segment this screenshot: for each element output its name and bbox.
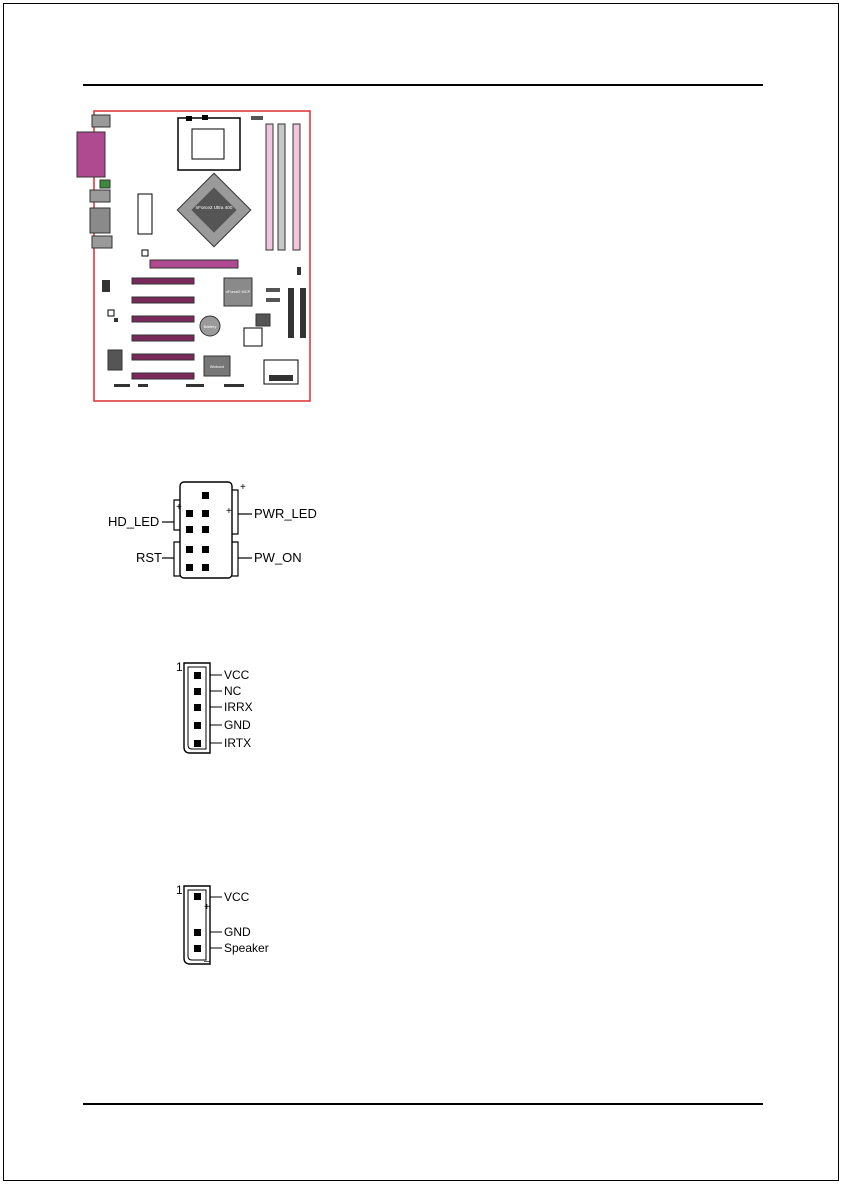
dimm-slot-2 xyxy=(278,124,285,250)
pin-3 xyxy=(202,510,209,517)
hd-led-plus: + xyxy=(176,502,182,513)
pin-9 xyxy=(202,564,209,571)
lan-chip xyxy=(256,314,270,326)
io-audio xyxy=(92,236,112,248)
ir-pin1-label: 1 xyxy=(176,660,183,674)
sata-connector-2 xyxy=(266,298,280,302)
io-ps2 xyxy=(92,115,110,127)
cpu-socket-core xyxy=(192,129,224,159)
hd-led-label: HD_LED xyxy=(108,514,160,529)
pin-4 xyxy=(186,526,193,533)
speaker-header-diagram xyxy=(170,880,290,968)
speaker-minus: – xyxy=(204,956,210,967)
io-usb xyxy=(90,190,110,202)
pwr-led-plus: + xyxy=(240,482,246,493)
motherboard-svg xyxy=(74,110,314,404)
pw-on-bracket xyxy=(232,542,238,576)
ir-label-irtx: IRTX xyxy=(224,736,252,750)
southbridge-label: nForce2 MCP xyxy=(225,289,251,294)
motherboard-figure xyxy=(74,110,314,404)
ir-pin-5 xyxy=(194,740,201,747)
misc-header-5 xyxy=(297,267,301,275)
misc-header-3 xyxy=(114,318,118,322)
pwr-led-bracket xyxy=(232,490,238,534)
pin-1 xyxy=(202,492,209,499)
bottom-header-1 xyxy=(114,384,130,387)
speaker-plus: + xyxy=(204,902,210,913)
pin-7 xyxy=(202,546,209,553)
pin-5 xyxy=(202,526,209,533)
misc-header-4 xyxy=(142,250,148,256)
misc-header-1 xyxy=(102,280,110,292)
bottom-header-4 xyxy=(224,384,244,387)
battery-label: Battery xyxy=(203,324,217,329)
atx-power xyxy=(138,194,152,234)
pci-slot-3 xyxy=(132,316,194,322)
rst-label: RST xyxy=(136,550,162,565)
ir-label-nc: NC xyxy=(224,684,242,698)
speaker-pin-1 xyxy=(194,893,201,900)
ir-pin-3 xyxy=(194,704,201,711)
io-serial xyxy=(100,180,110,188)
rst-bracket xyxy=(174,542,180,576)
floppy-connector xyxy=(269,375,293,381)
io-parallel-port xyxy=(77,132,105,177)
ide-connector-2 xyxy=(300,288,306,338)
pci-slot-5 xyxy=(132,354,194,360)
pin-2 xyxy=(186,510,193,517)
bottom-header-2 xyxy=(138,384,148,387)
ir-label-irrx: IRRX xyxy=(224,700,253,714)
sata-connector-1 xyxy=(266,288,280,292)
ir-pin-2 xyxy=(194,688,201,695)
speaker-label-gnd: GND xyxy=(224,925,251,939)
ir-pin-4 xyxy=(194,722,201,729)
agp-slot xyxy=(150,260,238,268)
bottom-header-3 xyxy=(186,384,204,387)
jumper-top xyxy=(251,116,263,120)
cpu-lever xyxy=(186,116,192,121)
ir-label-gnd: GND xyxy=(224,718,251,732)
pci-slot-4 xyxy=(132,335,194,341)
speaker-label-vcc: VCC xyxy=(224,890,250,904)
dimm-slot-3 xyxy=(293,124,300,250)
pci-slot-1 xyxy=(132,278,194,284)
misc-header-2 xyxy=(108,310,114,316)
ir-pin-1 xyxy=(194,672,201,679)
ide-connector-1 xyxy=(288,288,294,338)
io-lan xyxy=(90,208,110,233)
ir-header-diagram xyxy=(170,655,290,760)
pci-slot-2 xyxy=(132,297,194,303)
front-panel-diagram xyxy=(100,478,317,583)
audio-chip xyxy=(108,350,122,370)
northbridge-label: nForce2 Ultra 400 xyxy=(195,205,233,210)
pwr-led-label: PWR_LED xyxy=(254,506,317,521)
ir-label-vcc: VCC xyxy=(224,668,250,682)
footer-rule xyxy=(83,1103,763,1105)
vreg-block xyxy=(244,328,262,346)
speaker-pin1-label: 1 xyxy=(176,883,183,897)
dimm-slot-1 xyxy=(266,124,273,250)
speaker-pin-3 xyxy=(194,929,201,936)
super-io-label: Winbond xyxy=(209,365,225,369)
speaker-label-speaker: Speaker xyxy=(224,941,269,955)
pwr-led-plus-2: + xyxy=(226,506,232,517)
cpu-lever-2 xyxy=(202,115,208,120)
speaker-pin-4 xyxy=(194,945,201,952)
pin-6 xyxy=(186,546,193,553)
header-rule xyxy=(83,84,763,86)
pin-8 xyxy=(186,564,193,571)
pci-slot-6 xyxy=(132,373,194,379)
pw-on-label: PW_ON xyxy=(254,550,302,565)
